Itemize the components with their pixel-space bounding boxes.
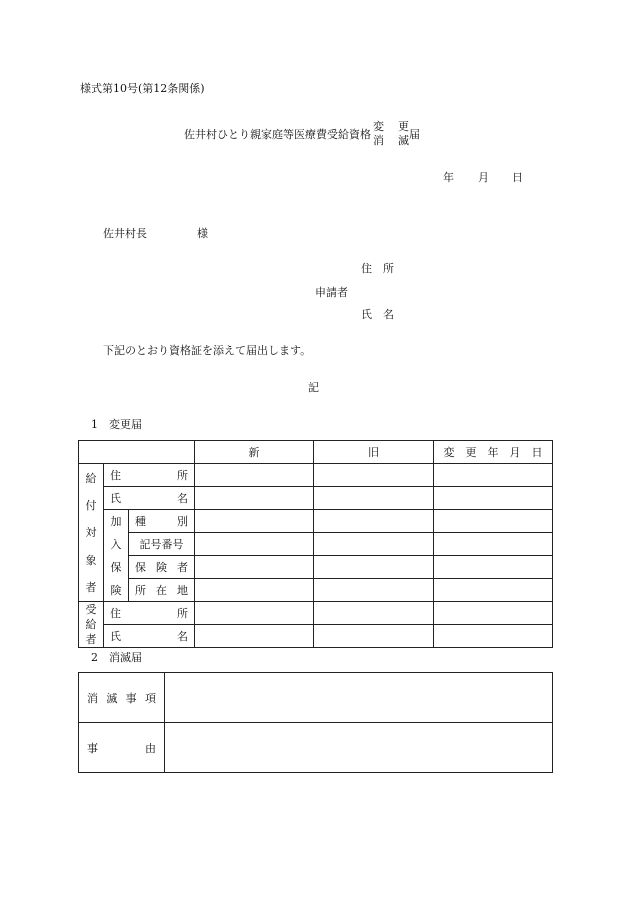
addressee-name: 佐井村長 bbox=[103, 227, 147, 240]
beneficiary-group-label: 給 付 対 象 者 bbox=[79, 464, 104, 602]
row-label-kind: 種 別 bbox=[129, 510, 195, 533]
column-old: 旧 bbox=[314, 441, 434, 464]
addressee-honorific: 様 bbox=[197, 227, 208, 240]
header-blank-cell bbox=[79, 441, 195, 464]
cell-new[interactable] bbox=[195, 602, 314, 625]
table-row bbox=[79, 602, 553, 625]
row-label-recipient-name: 氏 名 bbox=[104, 625, 195, 648]
title-option-1a: 変 bbox=[373, 120, 384, 133]
cell-old[interactable] bbox=[314, 579, 434, 602]
column-new: 新 bbox=[195, 441, 314, 464]
row-label-name: 氏 名 bbox=[104, 487, 195, 510]
cell-new[interactable] bbox=[195, 464, 314, 487]
applicant-label: 申請者 bbox=[315, 286, 348, 299]
cell-new[interactable] bbox=[195, 487, 314, 510]
cell-date[interactable] bbox=[434, 556, 553, 579]
intro-text: 下記のとおり資格証を添えて届出します。 bbox=[103, 344, 312, 357]
cell-date[interactable] bbox=[434, 602, 553, 625]
ki-label: 記 bbox=[308, 381, 319, 394]
date-day: 日 bbox=[512, 171, 523, 184]
table-row bbox=[79, 441, 553, 464]
reason-input-cell[interactable] bbox=[165, 723, 553, 773]
cell-new[interactable] bbox=[195, 510, 314, 533]
cell-new[interactable] bbox=[195, 556, 314, 579]
cell-date[interactable] bbox=[434, 625, 553, 648]
row-label-recipient-address: 住 所 bbox=[104, 602, 195, 625]
column-change-date: 変 更 年 月 日 bbox=[434, 441, 553, 464]
row-label-location: 所 在 地 bbox=[129, 579, 195, 602]
extinction-table bbox=[78, 672, 553, 773]
table-row bbox=[79, 510, 553, 533]
applicant-address-label: 住 所 bbox=[361, 262, 394, 275]
table-row bbox=[79, 625, 553, 648]
form-number: 様式第10号(第12条関係) bbox=[80, 82, 205, 95]
cell-old[interactable] bbox=[314, 556, 434, 579]
cell-old[interactable] bbox=[314, 602, 434, 625]
section2-heading: 2 消滅届 bbox=[91, 651, 142, 664]
cell-date[interactable] bbox=[434, 533, 553, 556]
row-label-address: 住 所 bbox=[104, 464, 195, 487]
cell-date[interactable] bbox=[434, 510, 553, 533]
table-row bbox=[79, 723, 553, 773]
table-row bbox=[79, 533, 553, 556]
applicant-name-label: 氏 名 bbox=[361, 308, 394, 321]
title-option-1b: 更 bbox=[398, 120, 409, 133]
cell-date[interactable] bbox=[434, 579, 553, 602]
row-label-insurer: 保 険 者 bbox=[129, 556, 195, 579]
title-option-2a: 消 bbox=[373, 134, 384, 147]
insurance-group-label: 加 入 保 険 bbox=[104, 510, 129, 602]
cell-date[interactable] bbox=[434, 464, 553, 487]
row-label-matter: 消 滅 事 項 bbox=[79, 673, 165, 723]
form-title bbox=[184, 120, 420, 148]
title-option-2b: 滅 bbox=[398, 134, 409, 147]
table-row bbox=[79, 673, 553, 723]
title-options bbox=[373, 120, 409, 148]
matter-input-cell[interactable] bbox=[165, 673, 553, 723]
cell-old[interactable] bbox=[314, 510, 434, 533]
table-row bbox=[79, 487, 553, 510]
cell-old[interactable] bbox=[314, 487, 434, 510]
date-year: 年 bbox=[443, 171, 454, 184]
table-row bbox=[79, 579, 553, 602]
cell-new[interactable] bbox=[195, 625, 314, 648]
row-label-reason: 事 由 bbox=[79, 723, 165, 773]
table-row bbox=[79, 556, 553, 579]
cell-old[interactable] bbox=[314, 464, 434, 487]
cell-old[interactable] bbox=[314, 533, 434, 556]
cell-old[interactable] bbox=[314, 625, 434, 648]
date-month: 月 bbox=[478, 171, 489, 184]
table-row bbox=[79, 464, 553, 487]
cell-date[interactable] bbox=[434, 487, 553, 510]
cell-new[interactable] bbox=[195, 533, 314, 556]
section1-heading: 1 変更届 bbox=[91, 418, 142, 431]
recipient-group-label: 受 給 者 bbox=[79, 602, 104, 648]
row-label-symbol-number: 記号番号 bbox=[129, 533, 195, 556]
title-suffix: 届 bbox=[409, 127, 420, 141]
change-table bbox=[78, 440, 553, 648]
title-main: 佐井村ひとり親家庭等医療費受給資格 bbox=[184, 127, 371, 141]
cell-new[interactable] bbox=[195, 579, 314, 602]
